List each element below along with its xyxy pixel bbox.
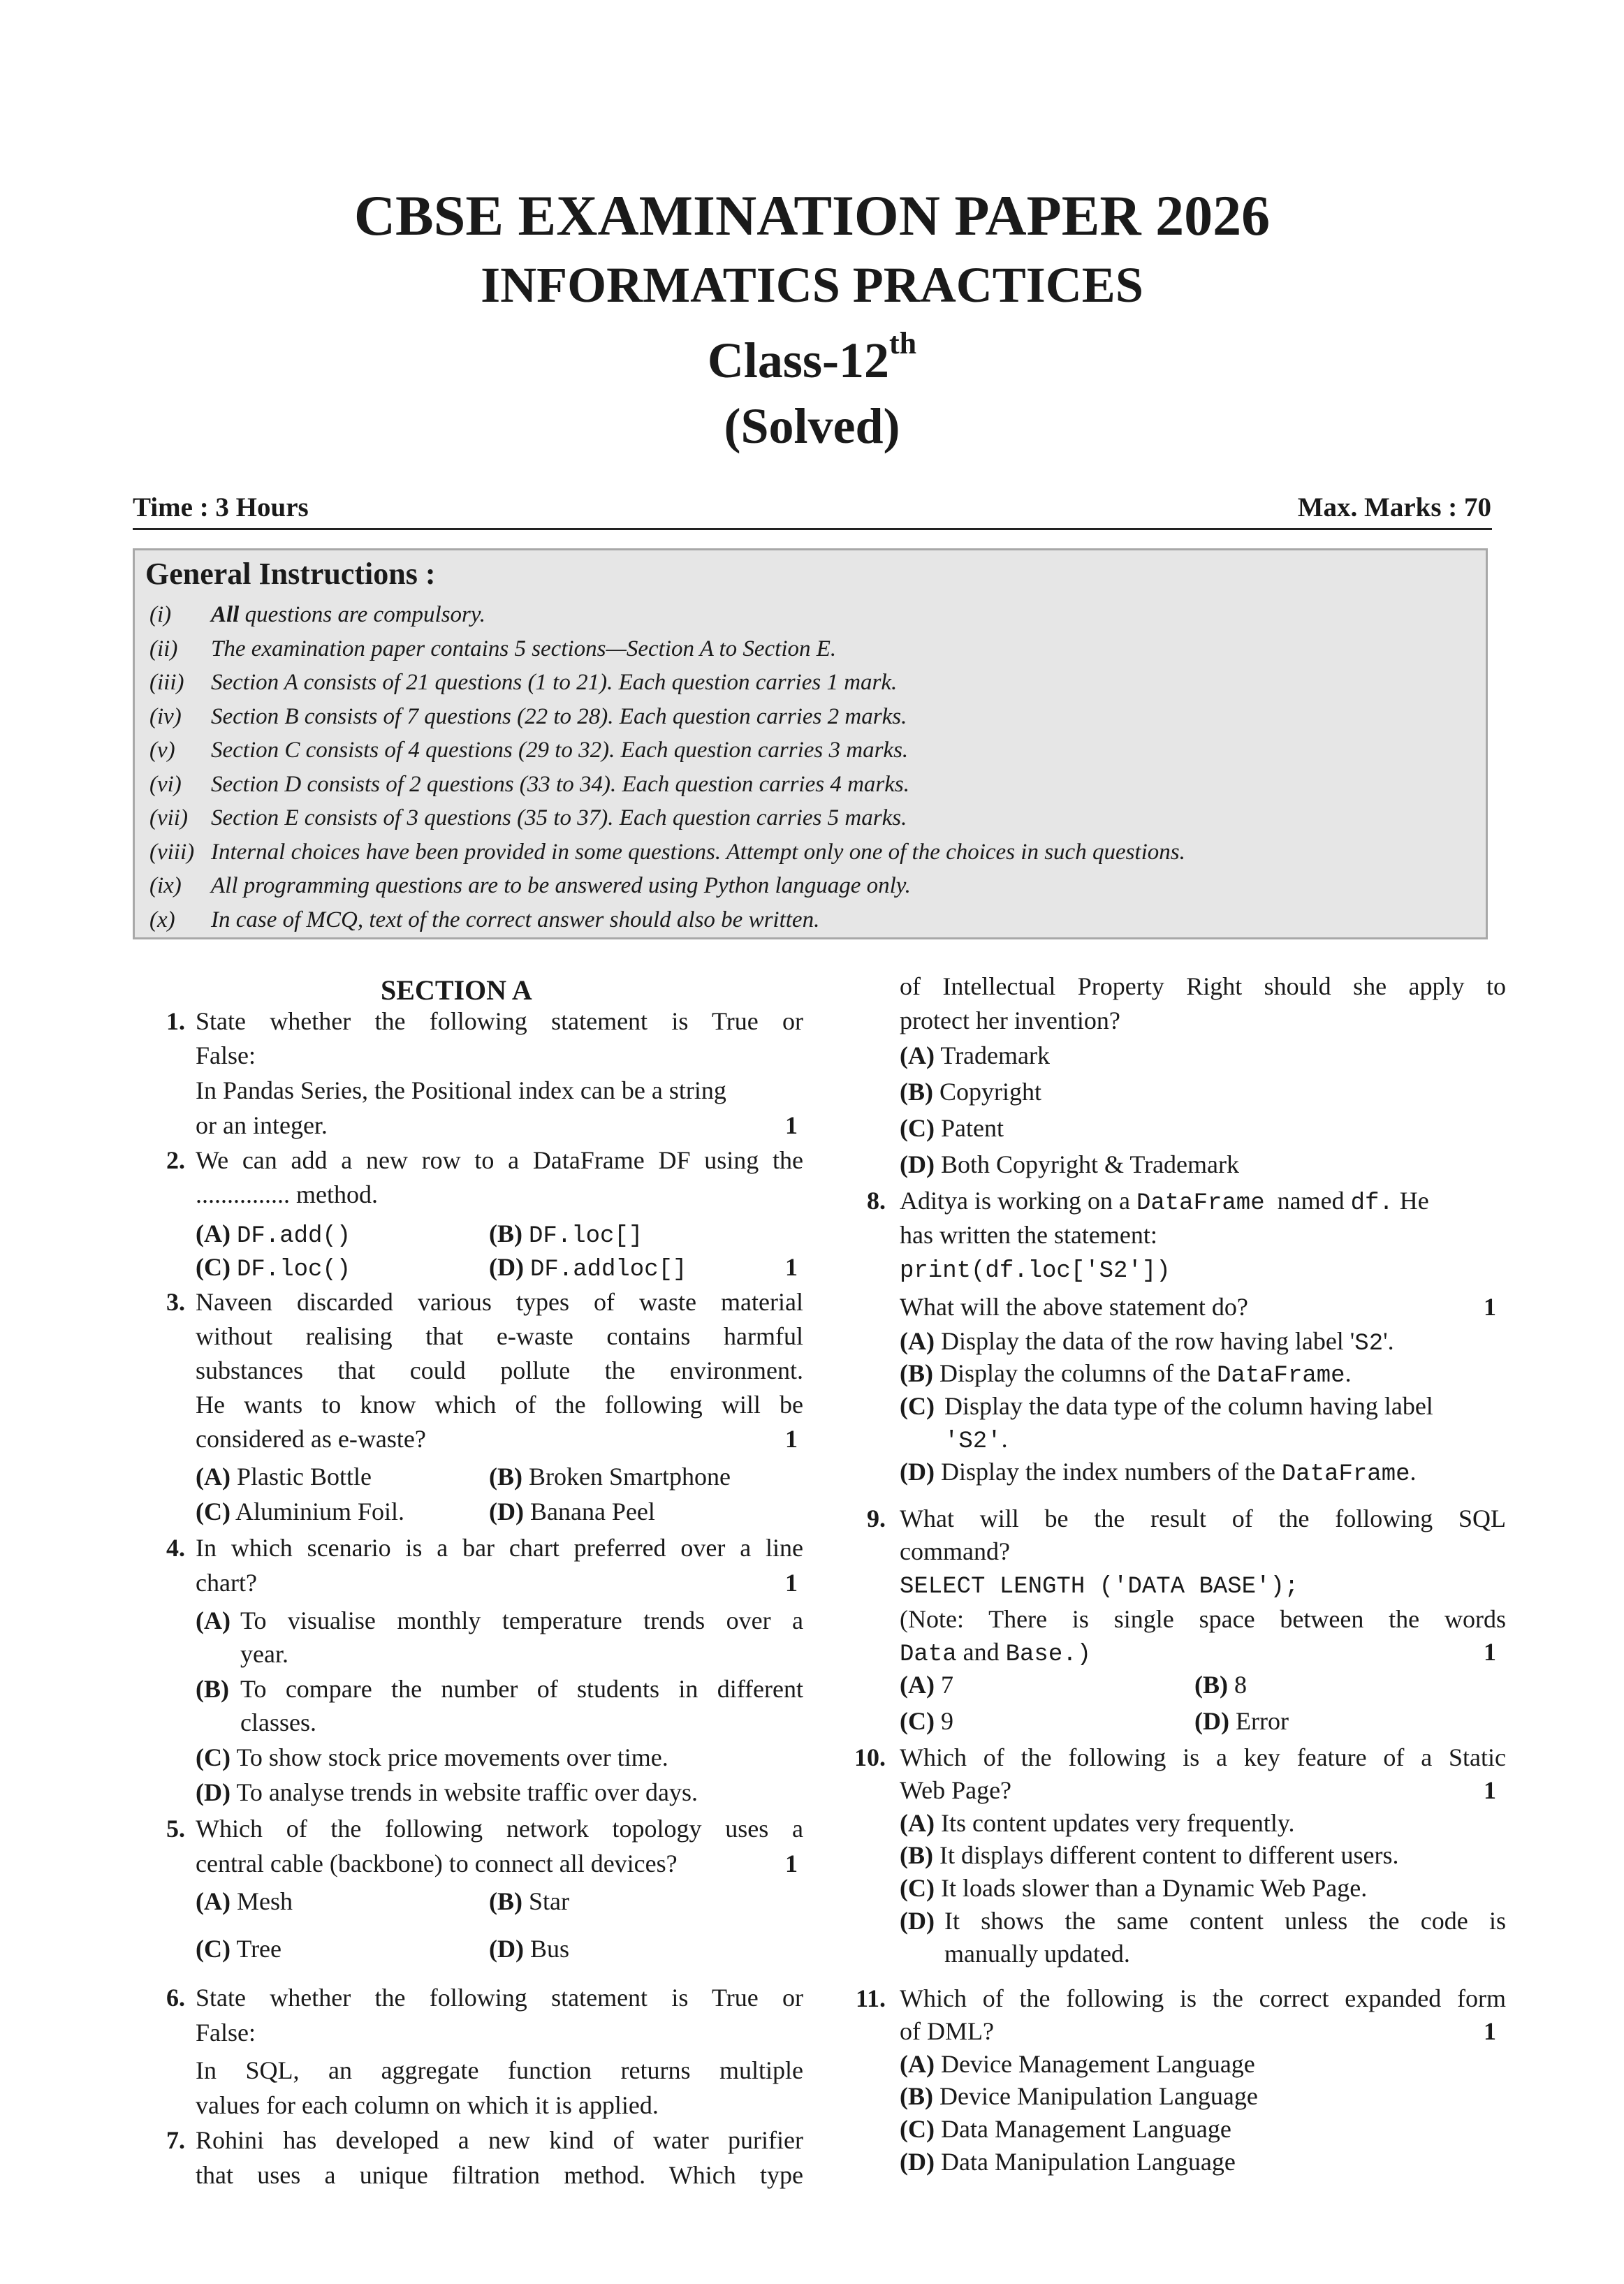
- option-d-letter: (D): [900, 1907, 935, 1935]
- question-text: False:: [196, 1041, 256, 1069]
- option-b: (B) Broken Smartphone: [489, 1463, 731, 1491]
- marks-label: 1: [1484, 1293, 1496, 1321]
- question-text: values for each column on which it is applied.: [196, 2091, 659, 2119]
- question-text: command?: [900, 1537, 1010, 1565]
- question-text: State whether the following statement is True or: [196, 1007, 803, 1035]
- question-number: 11.: [855, 1984, 886, 2012]
- option-a: (A) 7: [900, 1671, 953, 1699]
- paper-title: CBSE EXAMINATION PAPER 2026: [353, 184, 1271, 247]
- question-text: He wants to know which of the following will be: [196, 1391, 803, 1419]
- solved-label: (Solved): [724, 398, 900, 454]
- marks-label: 1: [1484, 2017, 1496, 2045]
- code-snippet: SELECT LENGTH ('DATA BASE');: [900, 1574, 1299, 1600]
- max-marks-label: Max. Marks : 70: [1297, 492, 1491, 522]
- subject-title: INFORMATICS PRACTICES: [481, 257, 1143, 313]
- question-text: What will the above statement do?: [900, 1293, 1248, 1321]
- option-b: (B) DF.loc[]: [489, 1220, 643, 1250]
- option-b: classes.: [240, 1708, 316, 1736]
- code-snippet: print(df.loc['S2']): [900, 1258, 1171, 1284]
- option-c: (C) To show stock price movements over time.: [196, 1743, 668, 1771]
- question-number: 6.: [166, 1984, 185, 2012]
- instruction-text: In case of MCQ, text of the correct answer should also be written.: [211, 907, 820, 932]
- marks-label: 1: [785, 1111, 798, 1139]
- question-text: Which of the following network topology uses a: [196, 1815, 803, 1843]
- question-number: 1.: [166, 1007, 185, 1035]
- instruction-number: (iii): [149, 670, 184, 695]
- option-c: (C) 9: [900, 1707, 953, 1735]
- instruction-number: (v): [149, 738, 175, 763]
- marks-label: 1: [785, 1850, 798, 1877]
- option-a: (A) Its content updates very frequently.: [900, 1809, 1295, 1837]
- instruction-number: (x): [149, 907, 175, 932]
- option-d: (D) To analyse trends in website traffic over days.: [196, 1778, 698, 1806]
- marks-label: 1: [785, 1569, 798, 1597]
- option-b: (B) Star: [489, 1887, 569, 1915]
- question-text: Naveen discarded various types of waste material: [196, 1288, 803, 1316]
- option-d: (D) Both Copyright & Trademark: [900, 1150, 1239, 1178]
- marks-label: 1: [1484, 1776, 1496, 1804]
- question-text: Aditya is working on a DataFrame named df. He: [900, 1187, 1429, 1217]
- question-text: without realising that e-waste contains harmful: [196, 1322, 803, 1350]
- question-text: ............... method.: [196, 1180, 378, 1208]
- option-d: manually updated.: [944, 1940, 1130, 1968]
- option-b: (B) Copyright: [900, 1078, 1042, 1106]
- question-text: of Intellectual Property Right should she apply to: [900, 972, 1506, 1000]
- question-text: has written the statement:: [900, 1221, 1157, 1249]
- question-number: 4.: [166, 1534, 185, 1562]
- option-c: 'S2'.: [944, 1425, 1008, 1455]
- question-text: What will be the result of the following SQL: [900, 1505, 1506, 1532]
- option-c: (C) Data Management Language: [900, 2115, 1231, 2143]
- marks-label: 1: [785, 1425, 798, 1453]
- question-text: In Pandas Series, the Positional index can be a string: [196, 1076, 726, 1104]
- instruction-number: (iv): [149, 703, 182, 729]
- option-c: (C) Tree: [196, 1935, 282, 1963]
- option-d: (D) Display the index numbers of the DataFrame.: [900, 1458, 1417, 1488]
- question-text: Which of the following is the correct expanded form: [900, 1984, 1506, 2012]
- question-text: In which scenario is a bar chart preferred over a line: [196, 1534, 803, 1562]
- option-a: (A) Mesh: [196, 1887, 293, 1915]
- option-c: (C) DF.loc(): [196, 1253, 351, 1283]
- question-text: We can add a new row to a DataFrame DF using the: [196, 1146, 803, 1174]
- question-text: False:: [196, 2019, 256, 2047]
- option-a-letter: (A): [196, 1606, 231, 1634]
- option-b: (B) Display the columns of the DataFrame.: [900, 1359, 1352, 1389]
- question-text: or an integer.: [196, 1111, 328, 1139]
- instruction-text: Section B consists of 7 questions (22 to 28). Each question carries 2 marks.: [211, 703, 907, 729]
- instruction-text: The examination paper contains 5 sections—Section A to Section E.: [211, 636, 837, 661]
- instruction-text: Section E consists of 3 questions (35 to 37). Each question carries 5 marks.: [211, 805, 907, 830]
- question-text: State whether the following statement is True or: [196, 1984, 803, 2012]
- option-a: To visualise monthly temperature trends over a: [240, 1606, 803, 1634]
- question-number: 7.: [166, 2126, 185, 2154]
- marks-label: 1: [1484, 1638, 1496, 1666]
- question-text: of DML?: [900, 2017, 994, 2045]
- question-number: 3.: [166, 1288, 185, 1316]
- header-divider: [133, 528, 1492, 530]
- question-number: 5.: [166, 1815, 185, 1843]
- instructions-title: General Instructions :: [145, 557, 436, 591]
- question-text: chart?: [196, 1569, 257, 1597]
- marks-label: 1: [785, 1253, 798, 1281]
- option-b: (B) 8: [1194, 1671, 1247, 1699]
- instruction-text: Section D consists of 2 questions (33 to 34). Each question carries 4 marks.: [211, 771, 909, 797]
- question-text: Which of the following is a key feature of a Static: [900, 1743, 1506, 1771]
- instruction-text: Section C consists of 4 questions (29 to 32). Each question carries 3 marks.: [211, 738, 909, 763]
- option-d: It shows the same content unless the code is: [944, 1907, 1506, 1935]
- instruction-number: (ix): [149, 873, 182, 898]
- section-a-heading: SECTION A: [381, 974, 532, 1006]
- question-number: 8.: [867, 1187, 886, 1215]
- instruction-text: All programming questions are to be answered using Python language only.: [211, 873, 911, 898]
- option-d: (D) Error: [1194, 1707, 1289, 1735]
- question-text: substances that could pollute the environment.: [196, 1356, 803, 1384]
- instruction-number: (viii): [149, 839, 195, 865]
- question-text: Data and Base.): [900, 1638, 1092, 1668]
- option-a: year.: [240, 1640, 288, 1668]
- option-c: Display the data type of the column having label: [944, 1392, 1433, 1420]
- option-a: (A) Trademark: [900, 1041, 1050, 1069]
- option-b: (B) Device Manipulation Language: [900, 2082, 1258, 2110]
- instruction-text: Section A consists of 21 questions (1 to 21). Each question carries 1 mark.: [211, 670, 898, 695]
- option-c: (C) It loads slower than a Dynamic Web Page.: [900, 1874, 1368, 1902]
- question-number: 9.: [867, 1505, 886, 1532]
- option-a: (A) DF.add(): [196, 1220, 351, 1250]
- question-text: that uses a unique filtration method. Which type: [196, 2161, 803, 2189]
- option-a: (A) Display the data of the row having label 'S2'.: [900, 1327, 1394, 1357]
- class-title: Class-12th: [707, 326, 917, 388]
- option-b-letter: (B): [196, 1675, 229, 1703]
- option-c: (C) Patent: [900, 1114, 1004, 1142]
- option-b: (B) It displays different content to different users.: [900, 1841, 1399, 1869]
- option-c-letter: (C): [900, 1392, 935, 1420]
- question-text: protect her invention?: [900, 1006, 1120, 1034]
- question-text: central cable (backbone) to connect all devices?: [196, 1850, 678, 1877]
- question-number: 2.: [166, 1146, 185, 1174]
- option-a: (A) Device Management Language: [900, 2050, 1255, 2078]
- question-number: 10.: [854, 1743, 886, 1771]
- instruction-text: All questions are compulsory.: [211, 602, 485, 627]
- option-d: (D) Data Manipulation Language: [900, 2148, 1236, 2176]
- instruction-text: Internal choices have been provided in some questions. Attempt only one of the choices in such questions.: [211, 839, 1185, 865]
- instruction-number: (i): [149, 602, 172, 627]
- option-a: (A) Plastic Bottle: [196, 1463, 372, 1491]
- option-d: (D) DF.addloc[]: [489, 1253, 687, 1283]
- question-text: considered as e-waste?: [196, 1425, 426, 1453]
- instruction-number: (vii): [149, 805, 188, 830]
- question-text: Web Page?: [900, 1776, 1012, 1804]
- instruction-number: (vi): [149, 771, 182, 797]
- question-text: Rohini has developed a new kind of water purifier: [196, 2126, 803, 2154]
- instruction-number: (ii): [149, 636, 178, 661]
- question-text: In SQL, an aggregate function returns multiple: [196, 2056, 803, 2084]
- option-d: (D) Bus: [489, 1935, 570, 1963]
- option-d: (D) Banana Peel: [489, 1498, 655, 1525]
- option-b: To compare the number of students in different: [240, 1675, 803, 1703]
- question-text: (Note: There is single space between the words: [900, 1605, 1506, 1633]
- time-label: Time : 3 Hours: [133, 492, 309, 522]
- option-c: (C) Aluminium Foil.: [196, 1498, 405, 1525]
